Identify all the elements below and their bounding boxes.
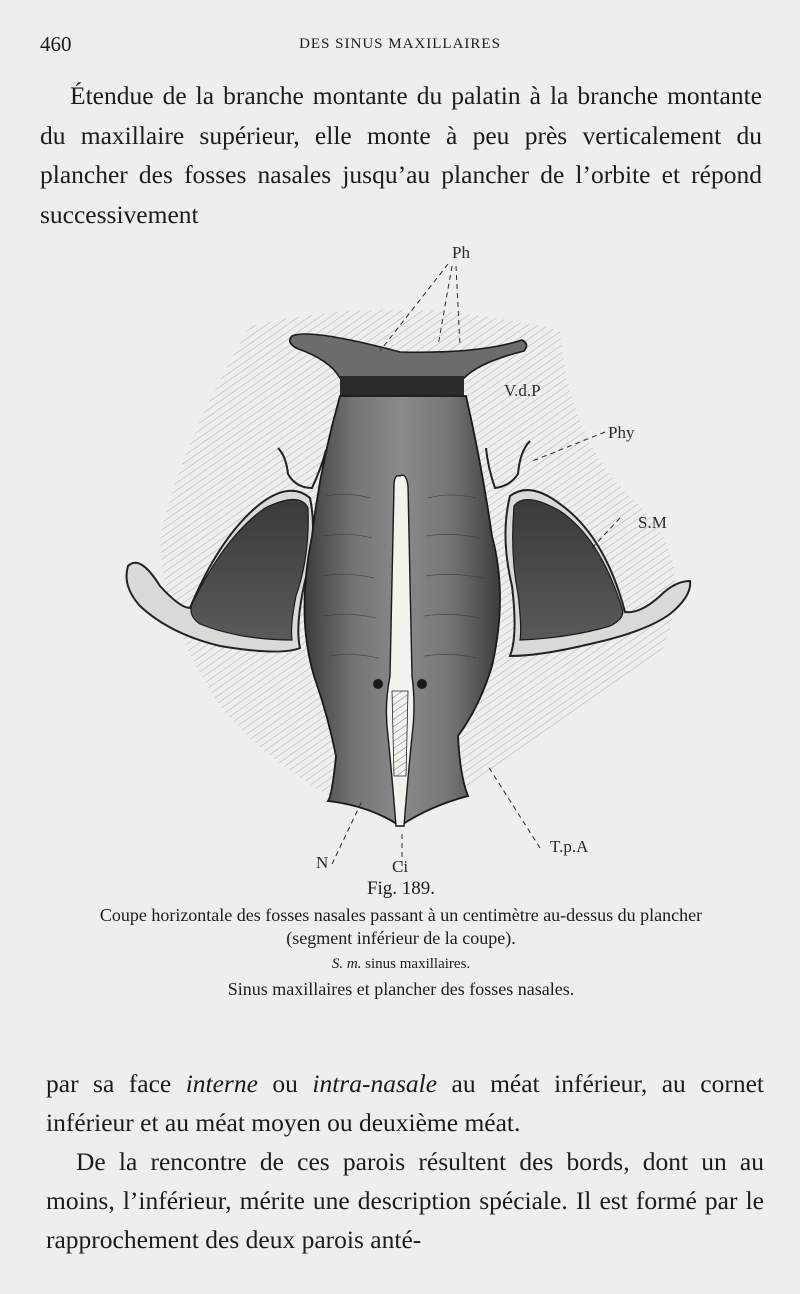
p1-after: au méat inférieur, au cornet inférieur et au méat moyen ou deuxième méat. <box>46 1069 765 1137</box>
running-head <box>40 32 760 58</box>
label-vdp: V.d.P <box>504 381 541 400</box>
page-number: 460 <box>40 32 72 56</box>
label-n: N <box>316 853 329 872</box>
bottom-paragraph-2: De la rencontre de ces parois résultent des bords, dont un au moins, l’inférieur, mérite une description spéciale. Il est formé par le rapprochement des deux parois anté- <box>46 1147 764 1254</box>
anatomical-figure <box>100 236 720 876</box>
label-tpa: T.p.A <box>550 837 589 856</box>
nasal-section-engraving <box>100 236 720 876</box>
legend-abbr: S. m. <box>331 956 362 972</box>
p1-mid: ou <box>257 1069 313 1098</box>
figure-number: Fig. 189. <box>366 878 436 899</box>
p1-emphasis-intra-nasale: intra-nasale <box>312 1069 438 1098</box>
label-phy: Phy <box>608 423 635 442</box>
figure-description: Coupe horizontale des fosses nasales passant à un centimètre au-dessus du plancher (segment inférieur de la coupe). <box>99 905 703 948</box>
label-sm: S.M <box>638 513 667 532</box>
label-ci: Ci <box>392 857 409 876</box>
p1-before: par sa face <box>46 1069 186 1098</box>
top-paragraph-text: Étendue de la branche montante du palatin à la branche montante du maxillaire supérieur, elle monte à peu près verticalement du plancher des fosses nasales jusqu’au plancher de l’orbite et répond successivement <box>40 81 762 229</box>
label-ph: Ph <box>452 243 470 262</box>
figure-title: Sinus maxillaires et plancher des fosses nasales. <box>227 979 575 999</box>
top-paragraph <box>40 76 762 234</box>
legend-text: sinus maxillaires. <box>365 956 471 972</box>
bottom-paragraph-1 <box>46 1064 764 1142</box>
bottom-text <box>46 1064 764 1259</box>
running-title: DES SINUS MAXILLAIRES <box>299 36 501 52</box>
figure-caption <box>40 878 762 1000</box>
figure-legend <box>40 956 762 973</box>
p1-emphasis-interne: interne <box>185 1069 258 1098</box>
